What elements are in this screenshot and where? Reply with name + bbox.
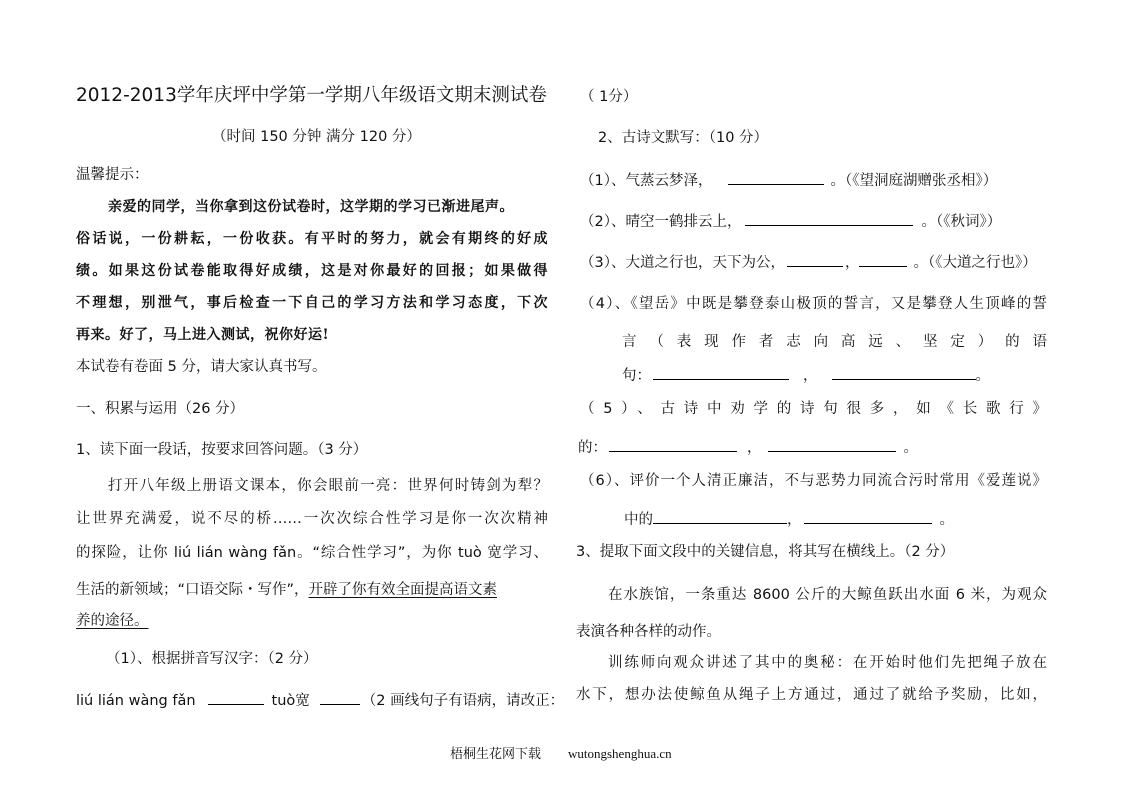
answer-blank[interactable]	[832, 365, 976, 380]
footer-source: 梧桐生花网下载	[450, 746, 542, 761]
pinyin-2: tuò宽	[271, 693, 310, 709]
passage-line: 让世界充满爱，说不尽的桥……一次次综合性学习是你一次次精神	[76, 511, 548, 527]
item-source: 。（《望洞庭湖赠张丞相》）	[830, 173, 998, 189]
tip-line: 绩。如果这份试卷能取得好成绩，这是对你最好的回报；如果做得	[76, 263, 548, 279]
tip-label: 温馨提示：	[76, 167, 149, 183]
answer-blank[interactable]	[728, 170, 824, 185]
poem-item-2	[580, 211, 1001, 232]
item-text: 中的	[624, 512, 653, 528]
exam-subtitle: （时间 150 分钟 满分 120 分）	[212, 129, 421, 145]
answer-blank[interactable]	[768, 437, 896, 452]
poem-item-3	[580, 252, 1037, 273]
item-source: 。（《秋词》）	[921, 214, 1002, 230]
answer-blank[interactable]	[745, 211, 913, 226]
tip-line: 亲爱的同学，当你拿到这份试卷时，这学期的学习已渐进尾声。	[108, 199, 514, 215]
tip-line: 不理想，别泄气，事后检查一下自己的学习方法和学习态度，下次	[76, 295, 548, 311]
period: 。	[975, 368, 990, 384]
poem-item-5-answer	[578, 437, 918, 458]
question-1-2: （2 画线句子有语病，请改正：	[361, 693, 565, 709]
item-text: （3）、大道之行也，天下为公，	[580, 255, 785, 271]
passage-line: 的探险，让你 liú lián wàng fǎn。“综合性学习”，为你 tuò 宽学习、	[76, 545, 548, 561]
underlined-sentence: 开辟了你有效全面提高语文素	[308, 582, 498, 598]
footer-site: wutongshenghua.cn	[568, 746, 672, 761]
period: 。	[903, 440, 918, 456]
answer-blank[interactable]	[320, 690, 360, 705]
comma: ，	[787, 512, 802, 528]
poem-item-4-answer	[622, 365, 990, 386]
neatness-note: 本试卷有卷面 5 分，请大家认真书写。	[76, 359, 327, 375]
answer-blank[interactable]	[208, 690, 264, 705]
item-text: 句：	[622, 368, 651, 384]
item-source: 。（《大道之行也》）	[913, 255, 1037, 271]
item-text: （1）、气蒸云梦泽，	[580, 173, 713, 189]
question-1-2-score: （ 1分）	[580, 89, 638, 105]
comma: ，	[844, 255, 860, 271]
poem-item-4-cont: 言（表现作者志向高远、坚定）的语	[622, 334, 1047, 350]
poem-item-4: （4）、《望岳》中既是攀登泰山极顶的誓言，又是攀登人生顶峰的誓	[580, 296, 1047, 312]
tip-line: 俗话说，一份耕耘，一份收获。有平时的努力，就会有期终的好成	[76, 231, 548, 247]
q3-passage-line: 在水族馆，一条重达 8600 公斤的大鲸鱼跃出水面 6 米，为观众	[608, 587, 1047, 603]
item-text: （2）、晴空一鹤排云上，	[580, 214, 742, 230]
item-text: 的：	[578, 440, 607, 456]
answer-blank[interactable]	[653, 509, 787, 524]
q3-passage-line: 水下，想办法使鲸鱼从绳子上方通过，通过了就给予奖励，比如，	[576, 687, 1047, 703]
exam-title: 2012-2013学年庆坪中学第一学期八年级语文期末测试卷	[76, 85, 547, 106]
underlined-sentence: 养的途径。	[76, 613, 149, 629]
section-heading: 一、积累与运用（26 分）	[76, 401, 245, 417]
passage-line	[76, 580, 497, 600]
poem-item-1	[580, 170, 997, 191]
poem-item-6-answer	[624, 509, 954, 530]
pinyin-1: liú lián wàng fǎn	[76, 693, 196, 709]
q3-passage-line: 训练师向观众讲述了其中的奥秘：在开始时他们先把绳子放在	[608, 655, 1047, 671]
q3-passage-line: 表演各种各样的动作。	[576, 624, 721, 640]
comma: ，	[747, 440, 762, 456]
answer-blank[interactable]	[787, 252, 843, 267]
period: 。	[939, 512, 954, 528]
poem-item-5: （5）、古诗中劝学的诗句很多，如《长歌行》	[580, 401, 1047, 417]
question-2: 2、古诗文默写：（10 分）	[598, 130, 769, 146]
question-3: 3、提取下面文段中的关键信息，将其写在横线上。（2 分）	[576, 544, 955, 560]
answer-blank[interactable]	[859, 252, 907, 267]
poem-item-6: （6）、评价一个人清正廉洁，不与恶势力同流合污时常用《爱莲说》	[580, 473, 1047, 489]
question-1: 1、读下面一段话，按要求回答问题。（3 分）	[76, 442, 368, 458]
tip-line: 再来。好了，马上进入测试，祝你好运!	[76, 327, 330, 343]
passage-line: 打开八年级上册语文课本，你会眼前一亮：世界何时铸剑为犁？	[108, 478, 548, 494]
comma: ，	[803, 368, 818, 384]
pinyin-answer-line	[76, 690, 564, 711]
answer-blank[interactable]	[653, 365, 789, 380]
passage-text: 生活的新领域；“口语交际・写作”，	[76, 582, 309, 598]
answer-blank[interactable]	[804, 509, 932, 524]
answer-blank[interactable]	[609, 437, 737, 452]
question-1-1: （1）、根据拼音写汉字：（2 分）	[106, 651, 318, 667]
